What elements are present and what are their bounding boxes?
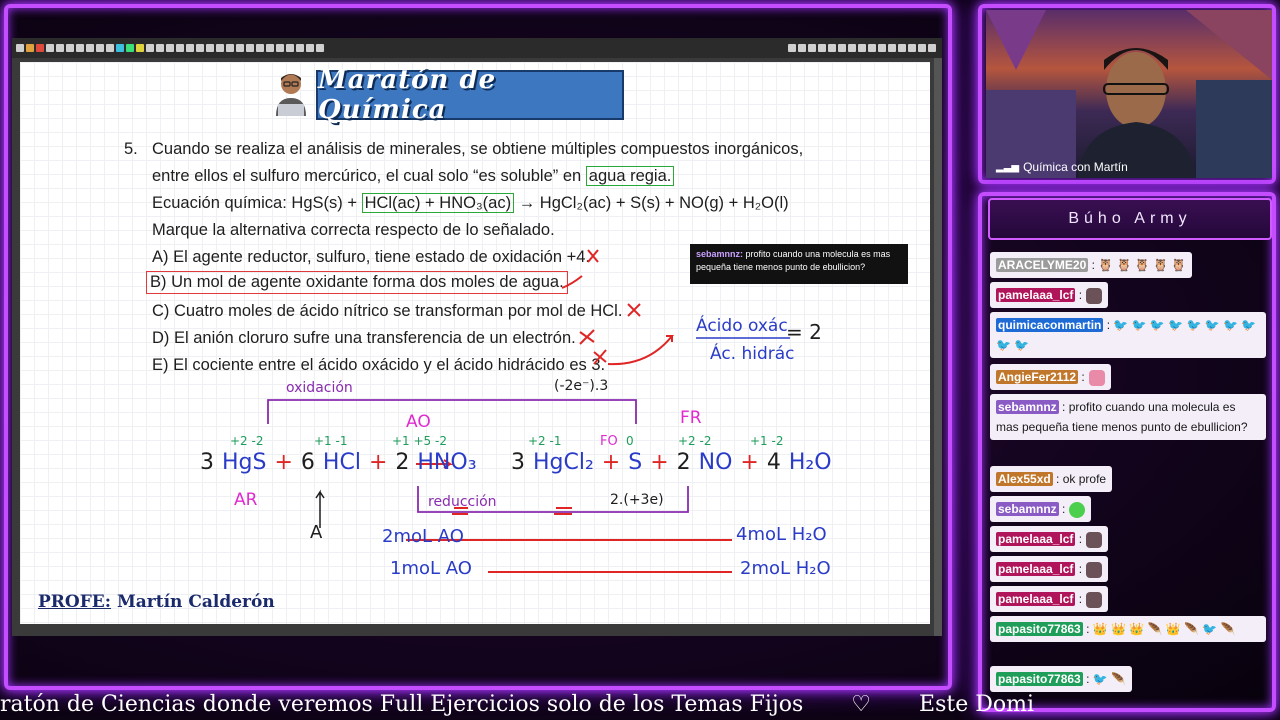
ox-state-h2o: +1 -2 (750, 434, 784, 448)
tool-icon[interactable] (908, 44, 916, 52)
tool-icon[interactable] (898, 44, 906, 52)
chat-username[interactable]: sebamnnz (998, 502, 1057, 516)
oxidation-label: oxidación (286, 380, 353, 396)
reduction-label: reducción (428, 494, 497, 510)
coef: 6 (300, 450, 315, 475)
stoich-right-2: 2moL H₂O (740, 558, 831, 579)
emote-icon (1086, 288, 1102, 304)
plus: + (368, 450, 388, 475)
ox-state-hno3: +1 +5 -2 (392, 434, 447, 448)
tool-icon[interactable] (186, 44, 194, 52)
check-mark-b (562, 276, 582, 288)
emote-icon (1089, 370, 1105, 386)
slide-title: Maratón de Química (318, 65, 497, 125)
chat-message (990, 394, 1266, 440)
tool-icon[interactable] (888, 44, 896, 52)
chat-username[interactable]: papasito77863 (998, 622, 1081, 636)
tool-icon[interactable] (266, 44, 274, 52)
tool-icon[interactable] (46, 44, 54, 52)
ticker-text: ratón de Ciencias donde veremos Full Ejercicios solo de los Temas Fijos (0, 691, 804, 717)
chat-username[interactable]: Alex55xd (998, 472, 1051, 486)
profe-credit (38, 592, 275, 612)
chat-text: : ok profe (1056, 472, 1107, 486)
tool-icon[interactable] (96, 44, 104, 52)
tool-icon[interactable] (868, 44, 876, 52)
tool-icon[interactable] (106, 44, 114, 52)
species-h2o: H₂O (788, 450, 832, 475)
tool-icon[interactable] (306, 44, 314, 52)
chat-username[interactable]: papasito77863 (998, 672, 1081, 686)
camera-label-text: Química con Martín (1023, 160, 1128, 174)
highlight-agua-regia: agua regia. (586, 166, 675, 186)
species-no: NO (698, 450, 733, 475)
ox-state-hcl: +1 -1 (314, 434, 348, 448)
emote-icon (1086, 592, 1102, 608)
highlight-acids: HCl(ac) + HNO₃(ac) (362, 193, 515, 213)
popup-user: sebamnnz: (696, 249, 744, 259)
tool-icon[interactable] (828, 44, 836, 52)
chat-username[interactable]: AngieFer2112 (998, 370, 1077, 384)
emote-icon (1086, 532, 1102, 548)
chat-username[interactable]: pamelaaa_lcf (998, 288, 1074, 302)
tool-icon[interactable] (216, 44, 224, 52)
whiteboard-window (12, 38, 942, 636)
chat-text: : 🐦 🪶 (1086, 672, 1126, 686)
camera-label (996, 160, 1128, 174)
chat-title: Búho Army (1068, 210, 1192, 227)
chat-message (990, 556, 1108, 582)
chat-message (990, 496, 1091, 522)
tool-icon[interactable] (838, 44, 846, 52)
stoich-left-2: 1moL AO (390, 558, 472, 579)
ox-state-hgs: +2 -2 (230, 434, 264, 448)
coef: 2 (395, 450, 410, 475)
slide-page (20, 62, 930, 624)
stoich-left-1: 2moL AO (382, 526, 464, 547)
chat-username[interactable]: pamelaaa_lcf (998, 562, 1074, 576)
webcam-scene (986, 10, 1272, 178)
cross-mark-d (580, 330, 594, 344)
popup-text: profito cuando una molecula es mas pequeña tiene menos punto de ebullicion? (696, 249, 891, 272)
redox-equation (200, 450, 832, 475)
question-text: entre ellos el sulfuro mercúrico, el cual solo “es soluble” en (152, 167, 582, 185)
option-a: A) El agente reductor, sulfuro, tiene estado de oxidación +4. (152, 248, 590, 266)
chat-text: : 👑 👑 👑 🪶 👑 🪶 🐦 🪶 (1086, 622, 1236, 636)
ao-label: AO (406, 412, 431, 432)
tool-icon[interactable] (146, 44, 154, 52)
chat-text: : (1062, 502, 1066, 516)
tool-icon[interactable] (126, 44, 134, 52)
coef: 3 (200, 450, 214, 475)
chat-username[interactable]: pamelaaa_lcf (998, 592, 1074, 606)
ox-state-hgcl2: +2 -1 (528, 434, 562, 448)
chat-text: : (1078, 562, 1083, 576)
a-label: A (310, 522, 323, 543)
coef: 2 (676, 450, 691, 475)
tool-icon[interactable] (66, 44, 74, 52)
option-d: D) El anión cloruro sufre una transferencia de un electrón. (152, 329, 576, 347)
tool-icon[interactable] (246, 44, 254, 52)
close-icon[interactable] (928, 44, 936, 52)
chat-message (990, 282, 1108, 308)
emote-icon (1086, 562, 1102, 578)
chat-message (990, 252, 1192, 278)
tool-icon[interactable] (848, 44, 856, 52)
ratio-denominator: Ác. hidrác (710, 344, 795, 364)
species-hgcl2: HgCl₂ (532, 450, 594, 475)
chat-text: : 🐦 🐦 🐦 🐦 🐦 🐦 🐦 🐦 🐦 🐦 (996, 318, 1257, 352)
vertical-scrollbar[interactable] (934, 58, 942, 636)
tool-icon[interactable] (116, 44, 124, 52)
ratio-result: = 2 (786, 320, 822, 344)
chat-text: : (1081, 370, 1085, 384)
emote-icon (1069, 502, 1085, 518)
chat-message (990, 586, 1108, 612)
equation-products: → HgCl₂(ac) + S(s) + NO(g) + H₂O(l) (518, 194, 789, 212)
arrow-to-ratio (608, 336, 672, 364)
oxidation-electrons: (-2e⁻).3 (554, 378, 609, 394)
fo-label: FO (600, 434, 618, 449)
profe-name: Martín Calderón (116, 592, 275, 612)
tool-icon[interactable] (286, 44, 294, 52)
question-line: Cuando se realiza el análisis de minerales, se obtiene múltiples compuestos inorgánicos, (152, 140, 804, 158)
heart-icon: ♡ (851, 691, 872, 717)
tool-icon[interactable] (236, 44, 244, 52)
tool-icon[interactable] (76, 44, 84, 52)
profe-label: PROFE: (38, 592, 112, 612)
tool-icon[interactable] (176, 44, 184, 52)
tool-icon[interactable] (808, 44, 816, 52)
tool-icon[interactable] (156, 44, 164, 52)
news-ticker (0, 688, 1035, 720)
question-instruction: Marque la alternativa correcta respecto de lo señalado. (152, 221, 555, 239)
chat-username[interactable]: sebamnnz (998, 400, 1057, 414)
webcam-feed (986, 10, 1272, 178)
chat-message (990, 616, 1266, 642)
tool-icon[interactable] (256, 44, 264, 52)
tool-icon[interactable] (878, 44, 886, 52)
plus: + (274, 450, 293, 475)
ox-state-s: 0 (626, 434, 634, 448)
coef: 4 (766, 450, 781, 475)
option-e: E) El cociente entre el ácido oxácido y el ácido hidrácido es 3. (152, 356, 606, 374)
ox-state-no: +2 -2 (678, 434, 712, 448)
ratio-numerator: Ácido oxác (696, 316, 788, 336)
tool-icon[interactable] (36, 44, 44, 52)
plus: + (650, 450, 669, 475)
option-b-correct: B) Un mol de agente oxidante forma dos moles de agua. (146, 271, 568, 294)
chat-message (990, 466, 1112, 492)
species-hcl: HCl (322, 450, 361, 475)
toolbar-right-group (788, 44, 942, 52)
fr-label: FR (680, 408, 702, 428)
chat-header (988, 198, 1272, 240)
cross-mark-a (588, 250, 598, 262)
chat-text: : (1078, 592, 1083, 606)
tool-icon[interactable] (276, 44, 284, 52)
chat-text: : profito cuando una molecula es mas pequeña tiene menos punto de ebullicion? (996, 400, 1248, 434)
tool-icon[interactable] (818, 44, 826, 52)
chat-message (990, 666, 1132, 692)
chat-message (990, 312, 1266, 358)
tool-icon[interactable] (166, 44, 174, 52)
chat-username[interactable]: ARACELYME20 (998, 258, 1087, 272)
hgcl2-underline (554, 508, 572, 514)
plus: + (740, 450, 759, 475)
chat-text: : (1078, 288, 1083, 302)
chat-text: : 🦉 🦉 🦉 🦉 🦉 (1091, 258, 1187, 272)
question-number: 5. (124, 140, 138, 158)
chat-message (990, 526, 1108, 552)
tool-icon[interactable] (16, 44, 24, 52)
coef: 3 (510, 450, 525, 475)
tool-icon[interactable] (918, 44, 926, 52)
ar-label: AR (234, 490, 258, 510)
species-hno3: HNO₃ (417, 450, 477, 475)
cross-mark-e (594, 350, 606, 364)
tool-icon[interactable] (26, 44, 34, 52)
whiteboard-toolbar (12, 38, 942, 58)
oxidation-bracket (268, 400, 636, 424)
chat-text: : (1078, 532, 1083, 546)
ticker-text-next: Este Domi (919, 691, 1035, 717)
plus: + (601, 450, 621, 475)
chat-username[interactable]: pamelaaa_lcf (998, 532, 1074, 546)
equation-prefix: Ecuación química: HgS(s) + (152, 194, 357, 212)
tool-icon[interactable] (798, 44, 806, 52)
chat-message (990, 364, 1111, 390)
featured-chat-popup (690, 244, 908, 284)
tool-icon[interactable] (226, 44, 234, 52)
chat-username[interactable]: quimicaconmartin (998, 318, 1102, 332)
cross-mark-c (628, 304, 640, 316)
stoich-right-1: 4moL H₂O (736, 524, 827, 545)
reduction-electrons: 2.(+3e) (610, 492, 664, 508)
option-c: C) Cuatro moles de ácido nítrico se transforman por mol de HCl. (152, 302, 623, 320)
tool-icon[interactable] (316, 44, 324, 52)
tool-icon[interactable] (858, 44, 866, 52)
tool-icon[interactable] (86, 44, 94, 52)
tool-icon[interactable] (296, 44, 304, 52)
species-hgs: HgS (222, 450, 267, 475)
tool-icon[interactable] (788, 44, 796, 52)
tool-icon[interactable] (56, 44, 64, 52)
tool-icon[interactable] (206, 44, 214, 52)
tool-icon[interactable] (196, 44, 204, 52)
tool-icon[interactable] (136, 44, 144, 52)
signal-bars-icon: ▂▃▅ (996, 161, 1020, 173)
species-s: S (628, 450, 643, 475)
